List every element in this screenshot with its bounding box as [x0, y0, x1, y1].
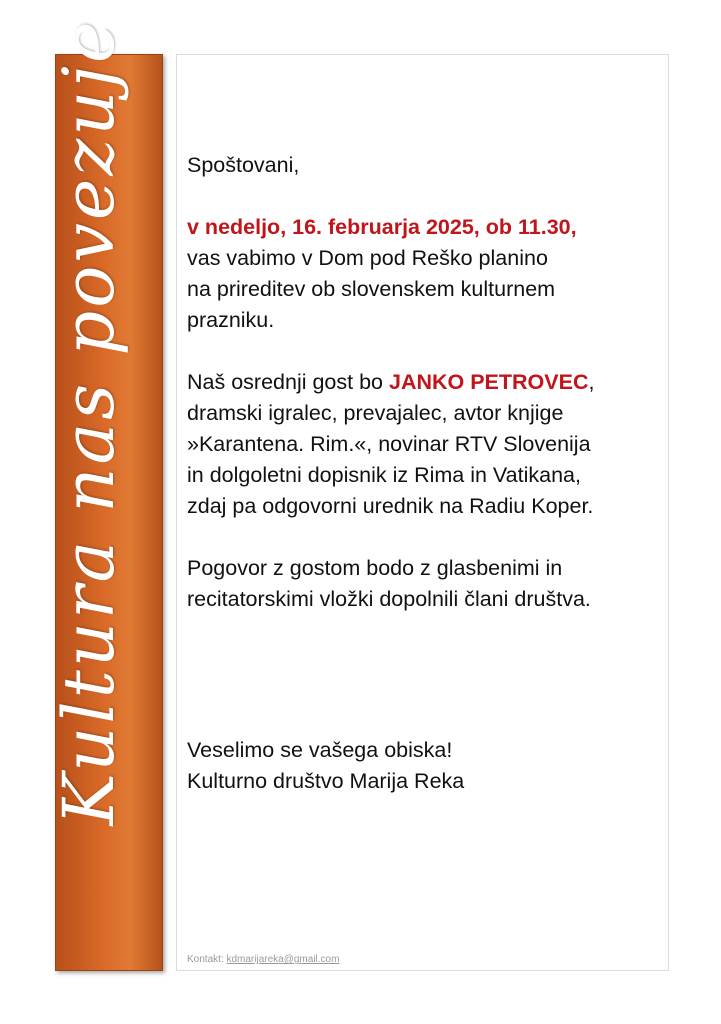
guest-suffix: , [588, 370, 595, 394]
closing [187, 735, 662, 797]
invite-line-1: vas vabimo v Dom pod Reško planino [187, 246, 548, 270]
guest-prefix: Naš osrednji gost bo [187, 370, 389, 394]
guest-line-4: zdaj pa odgovorni urednik na Radiu Koper. [187, 494, 594, 518]
banner-slogan: Kultura nas povezuje [48, 18, 130, 826]
closing-signature: Kulturno društvo Marija Reka [187, 769, 465, 793]
guest-line-3: in dolgoletni dopisnik iz Rima in Vatikana, [187, 463, 581, 487]
guest-name: JANKO PETROVEC [388, 370, 589, 394]
invite-line-3: prazniku. [187, 308, 275, 332]
contact-footer [187, 954, 339, 965]
event-date: v nedeljo, 16. februarja 2025, ob 11.30, [187, 215, 577, 239]
greeting: Spoštovani, [187, 153, 300, 177]
program-line-2: recitatorskimi vložki dopolnili člani društva. [187, 587, 591, 611]
program-line-1: Pogovor z gostom bodo z glasbenimi in [187, 556, 563, 580]
invite-line-2: na prireditev ob slovenskem kulturnem [187, 277, 556, 301]
closing-line-1: Veselimo se vašega obiska! [187, 738, 453, 762]
contact-label: Kontakt: [187, 954, 227, 965]
guest-line-1: dramski igralec, prevajalec, avtor knjige [187, 401, 564, 425]
guest-intro [187, 367, 662, 398]
guest-line-2: »Karantena. Rim.«, novinar RTV Slovenija [187, 432, 591, 456]
contact-email-link[interactable]: kdmarijareka@gmail.com [226, 954, 340, 965]
letter-body [187, 150, 662, 615]
